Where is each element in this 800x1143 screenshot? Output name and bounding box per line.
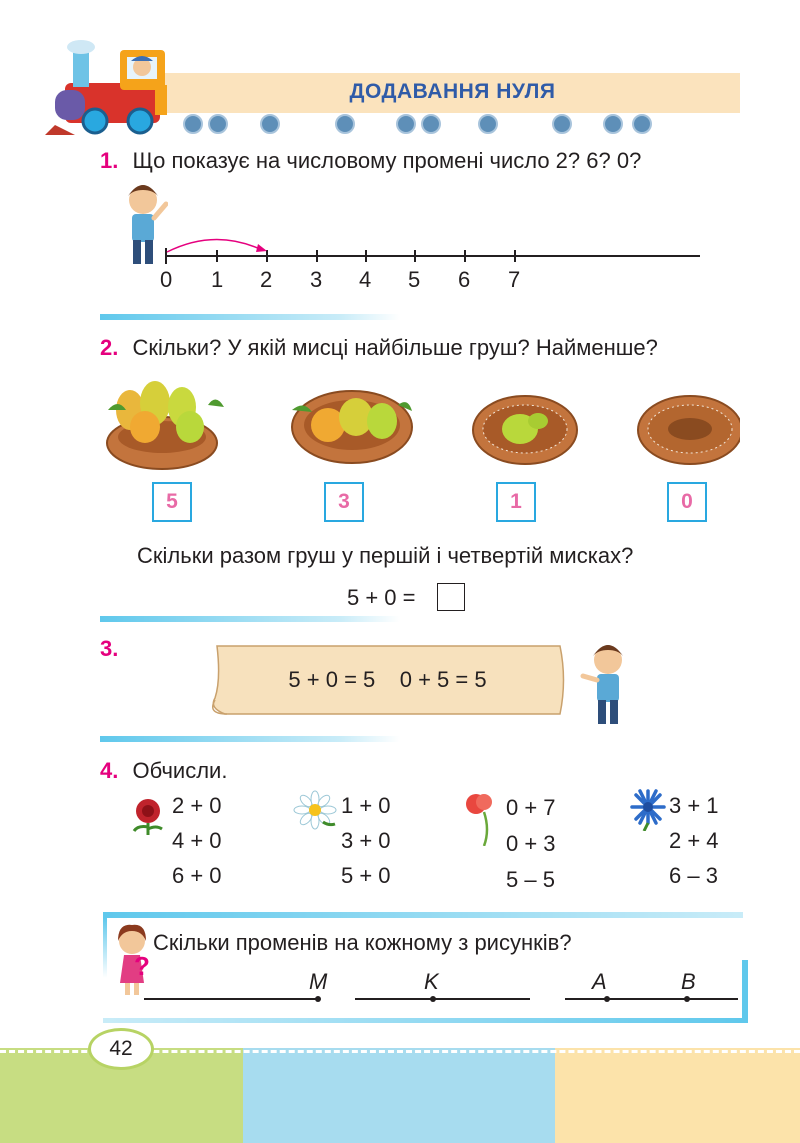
scroll-text: 5 + 0 = 5 0 + 5 = 5 [288, 667, 487, 692]
task-3 [100, 636, 118, 662]
task-2 [100, 335, 658, 361]
tick-label-7: 7 [508, 267, 521, 292]
tick-label-6: 6 [458, 267, 471, 292]
bowl-5-pears [107, 381, 224, 469]
bonus-top-border [103, 912, 743, 918]
number-ray [150, 230, 710, 270]
bonus-left-border [103, 918, 107, 978]
svg-text:?: ? [134, 951, 150, 981]
tick-label-3: 3 [310, 267, 323, 292]
poppy-icon [462, 790, 502, 846]
bonus-text: Скільки променів на кожному з рисунків? [153, 930, 572, 955]
expression: 5 + 0 [341, 863, 391, 888]
footer-blue-block [243, 1048, 555, 1143]
expression: 3 + 1 [669, 793, 719, 818]
wheel-row [184, 115, 651, 133]
task-1 [100, 148, 641, 174]
tick-label-4: 4 [359, 267, 372, 292]
count-box-3: 1 [496, 482, 536, 522]
expression: 2 + 0 [172, 793, 222, 818]
cornflower-icon [626, 787, 670, 831]
tick-label-5: 5 [408, 267, 421, 292]
task-2-equation: 5 + 0 = [347, 585, 416, 610]
expression: 0 + 7 [506, 795, 556, 820]
boy-pointing-icon [580, 640, 635, 730]
expression: 6 – 3 [669, 863, 718, 888]
rose-icon [128, 795, 168, 835]
expression: 1 + 0 [341, 793, 391, 818]
task-number: 4. [100, 758, 119, 783]
section-divider [100, 314, 400, 320]
bowl-3-pears [292, 391, 412, 463]
tick-label-2: 2 [260, 267, 273, 292]
point-label-k: K [424, 969, 439, 994]
task-2-question: Скільки разом груш у першій і четвертій мисках? [137, 543, 634, 568]
expression: 5 – 5 [506, 867, 555, 892]
task-text: Що показує на числовому промені число 2? 6? 0? [132, 148, 642, 173]
task-text: Обчисли. [132, 758, 228, 783]
expression-column-4 [669, 788, 719, 893]
expression-column-2 [341, 788, 391, 893]
tick-label-0: 0 [160, 267, 173, 292]
tick-label-1: 1 [211, 267, 224, 292]
expression: 6 + 0 [172, 863, 222, 888]
page-number: 42 [88, 1028, 154, 1070]
point-label-m: M [309, 969, 328, 994]
task-4 [100, 758, 227, 784]
expression-column-3 [506, 790, 556, 898]
count-box-4: 0 [667, 482, 707, 522]
task-number: 3. [100, 636, 119, 661]
expression-column-1 [172, 788, 222, 893]
footer-orange-block [555, 1048, 800, 1143]
task-number: 1. [100, 148, 119, 173]
count-box-2: 3 [324, 482, 364, 522]
task-text: Скільки? У якій мисці найбільше груш? Найменше? [132, 335, 658, 360]
answer-box[interactable] [437, 583, 465, 611]
page-title: ДОДАВАННЯ НУЛЯ [349, 80, 556, 103]
point-label-b: B [681, 969, 696, 994]
bonus-bottom-border [103, 1018, 748, 1023]
section-divider [100, 736, 400, 742]
locomotive-icon [45, 40, 167, 135]
girl-question-icon [112, 923, 152, 998]
expression: 4 + 0 [172, 828, 222, 853]
bowl-empty [638, 396, 740, 464]
pear-bowls [100, 365, 740, 475]
expression: 2 + 4 [669, 828, 719, 853]
ray-figures [140, 990, 740, 1010]
expression: 3 + 0 [341, 828, 391, 853]
bowl-1-pear [473, 396, 577, 464]
count-box-1: 5 [152, 482, 192, 522]
section-divider [100, 616, 400, 622]
train-illustration [45, 35, 655, 135]
task-number: 2. [100, 335, 119, 360]
daisy-icon [293, 790, 337, 834]
expression: 0 + 3 [506, 831, 556, 856]
point-label-a: A [592, 969, 607, 994]
jump-arrow [167, 239, 262, 252]
bonus-right-border [742, 960, 748, 1022]
